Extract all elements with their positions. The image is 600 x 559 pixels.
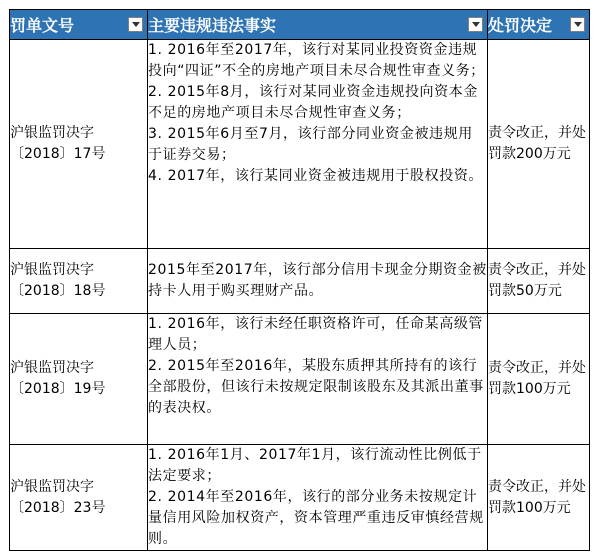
doc-no-line1: 沪银监罚决字 [10, 478, 94, 495]
fact-item: 3. 2015年6月至7月，该行部分同业资金被违规用于证券交易； [148, 126, 473, 163]
doc-no-cell [10, 314, 148, 445]
doc-no-cell [10, 445, 148, 551]
header-facts [148, 10, 488, 40]
doc-no-line2: 〔2018〕19号 [10, 381, 106, 397]
table-row [10, 314, 590, 445]
penalty-table [9, 9, 590, 551]
decision-cell: 责令改正，并处罚款200万元 [488, 40, 590, 249]
facts-cell [148, 40, 488, 249]
decision-cell: 责令改正，并处罚款100万元 [488, 314, 590, 445]
fact-item: 2015年至2017年，该行部分信用卡现金分期资金被持卡人用于购买理财产品。 [148, 262, 487, 299]
doc-no-line1: 沪银监罚决字 [10, 360, 94, 376]
fact-item: 2. 2015年8月，该行对某同业资金违规投向资本金不足的房地产项目未尽合规性审查义务； [148, 84, 478, 121]
header-decision [488, 10, 590, 40]
header-decision-label: 处罚决定 [488, 16, 553, 35]
facts-cell [148, 445, 488, 551]
doc-no-line2: 〔2018〕17号 [10, 146, 106, 162]
fact-item: 2. 2015年至2016年，某股东质押其所持有的该行全部股份，但该行未按规定限制该股东及其派出董事的表决权。 [148, 358, 484, 416]
filter-dropdown-icon[interactable] [468, 17, 483, 32]
filter-dropdown-icon[interactable] [570, 17, 585, 32]
header-doc-no-label: 罚单文号 [10, 16, 75, 35]
fact-item: 1. 2016年，该行未经任职资格许可，任命某高级管理人员； [148, 316, 484, 353]
doc-no-cell [10, 249, 148, 314]
fact-item: 1. 2016年至2017年，该行对某同业投资资金违规投向“四证”不全的房地产项目未尽合规性审查义务； [148, 42, 485, 79]
doc-no-line1: 沪银监罚决字 [10, 125, 94, 141]
fact-item: 2. 2014年至2016年，该行的部分业务未按规定计量信用风险加权资产，资本管理严重违反审慎经营规则。 [148, 489, 484, 547]
filter-dropdown-icon[interactable] [128, 17, 143, 32]
header-doc-no [10, 10, 148, 40]
fact-item: 1. 2016年1月、2017年1月，该行流动性比例低于法定要求； [148, 447, 482, 484]
table-row [10, 40, 590, 249]
facts-cell [148, 249, 488, 314]
fact-item: 4. 2017年，该行某同业资金被违规用于股权投资。 [148, 168, 484, 184]
decision-cell: 责令改正，并处罚款50万元 [488, 249, 590, 314]
decision-cell: 责令改正，并处罚款100万元 [488, 445, 590, 551]
doc-no-cell [10, 40, 148, 249]
doc-no-line2: 〔2018〕23号 [10, 499, 106, 516]
table-row [10, 249, 590, 314]
facts-cell [148, 314, 488, 445]
table-row [10, 445, 590, 551]
header-row [10, 10, 590, 40]
header-facts-label: 主要违规违法事实 [148, 16, 277, 35]
doc-no-line1: 沪银监罚决字 [10, 262, 94, 278]
doc-no-line2: 〔2018〕18号 [10, 283, 106, 299]
